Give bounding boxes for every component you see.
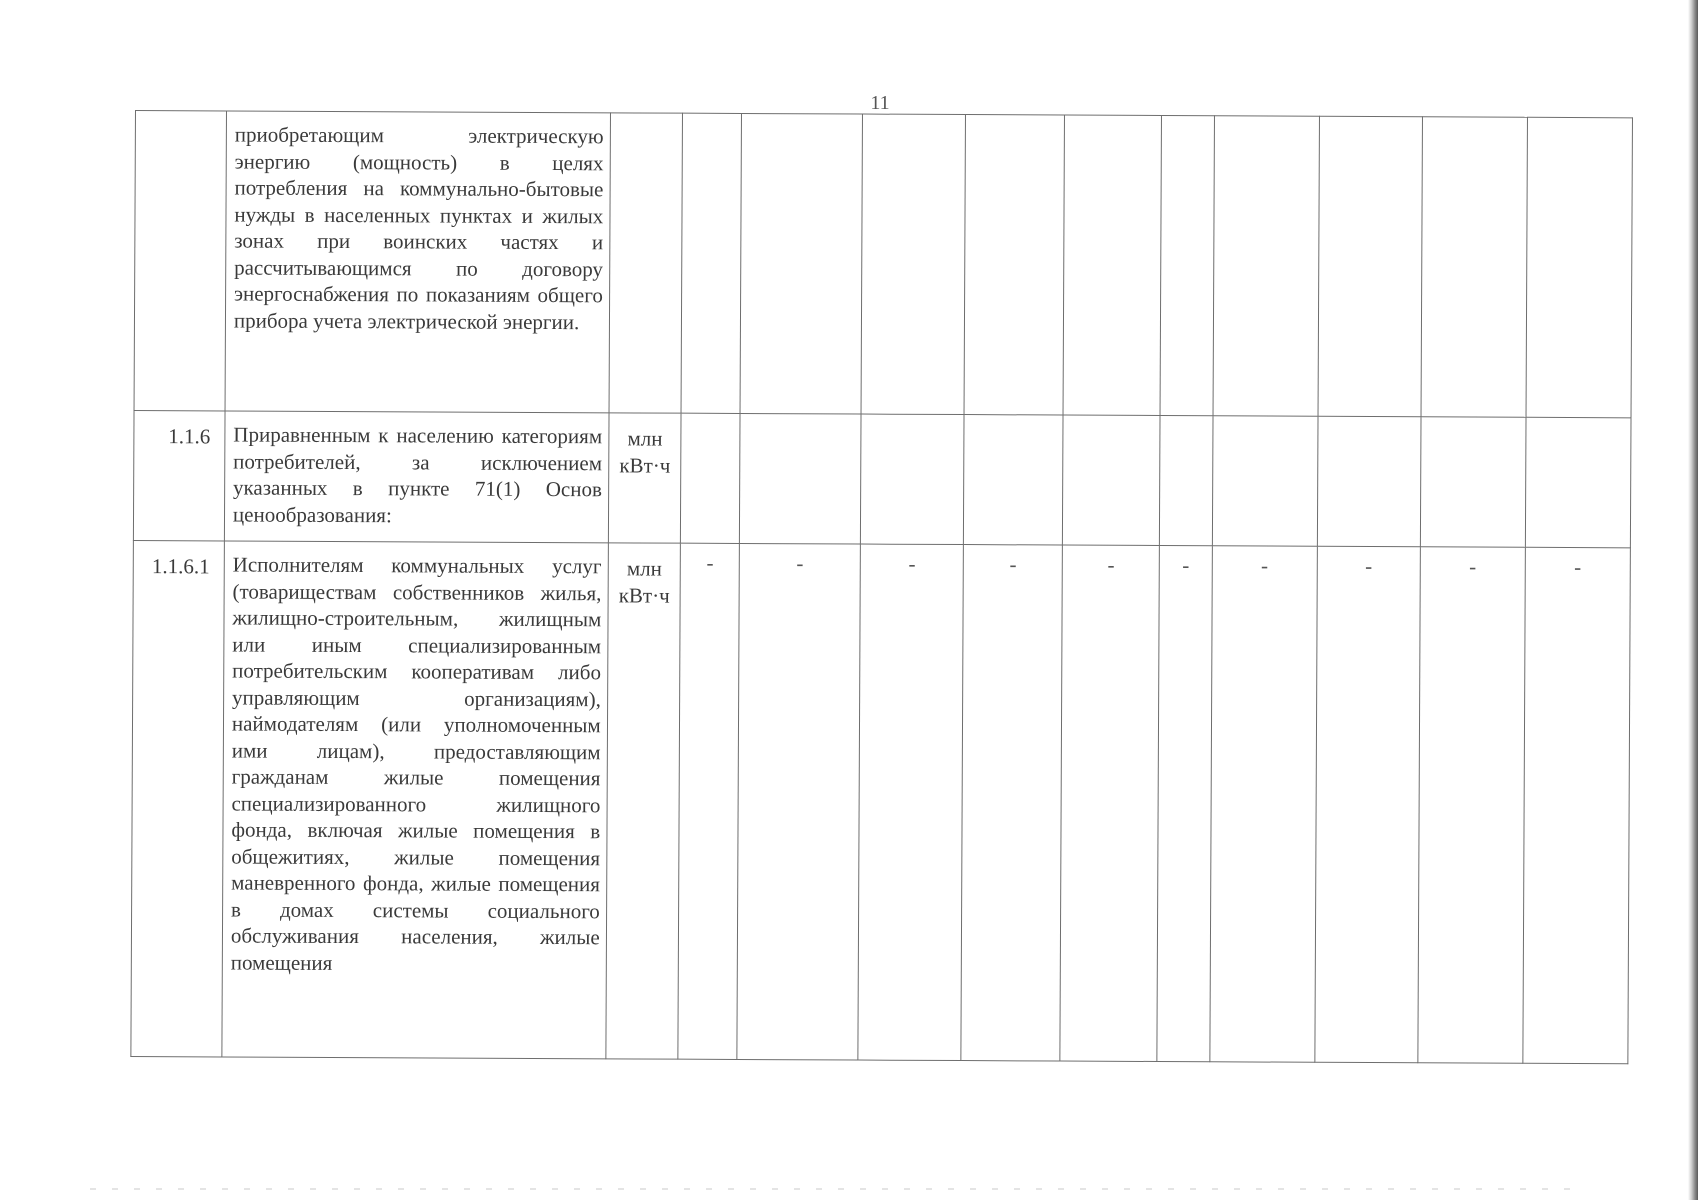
row-number-cell: 1.1.6 xyxy=(133,410,225,540)
data-table xyxy=(130,110,1633,1064)
row-description-cell: Приравненным к населению категориям потребителей, за исключением указанных в пункте 71(1) Основ ценообразования: xyxy=(224,411,608,543)
value-cell xyxy=(1213,116,1320,417)
table-row xyxy=(134,111,1632,418)
value-cell xyxy=(739,413,861,544)
value-cell xyxy=(1526,117,1633,418)
value-cell: - xyxy=(1157,546,1212,1062)
value-cell xyxy=(1318,116,1422,416)
unit-cell: млн кВт·ч xyxy=(606,543,681,1059)
table-row xyxy=(131,540,1631,1063)
scan-edge-shadow xyxy=(1688,0,1698,1200)
row-number-cell xyxy=(134,111,226,411)
value-cell: - xyxy=(1315,546,1421,1062)
value-cell xyxy=(1063,115,1161,415)
value-cell xyxy=(1212,416,1318,547)
page-number: 11 xyxy=(870,92,890,114)
value-cell xyxy=(1063,415,1161,545)
value-cell: - xyxy=(1523,547,1631,1064)
value-cell xyxy=(681,113,741,413)
value-cell xyxy=(1525,417,1631,548)
value-cell xyxy=(1160,116,1214,416)
row-number-cell: 1.1.6.1 xyxy=(131,540,224,1056)
value-cell xyxy=(1421,117,1528,418)
row-description-cell: приобретающим электрическую энергию (мощность) в целях потребления на коммунально-бытовые нужды в населенных пунктах и жилых зонах при воинских частях и рассчитывающимся по договору энергоснабжения по показаниям общего прибора учета электрической энергии. xyxy=(225,111,610,413)
value-cell xyxy=(964,115,1064,415)
value-cell: - xyxy=(1210,546,1318,1063)
value-cell: - xyxy=(961,545,1063,1061)
unit-cell: млн кВт·ч xyxy=(608,413,681,543)
unit-cell xyxy=(609,113,683,413)
value-cell xyxy=(861,414,965,545)
value-cell xyxy=(861,114,965,414)
value-cell xyxy=(1317,416,1421,547)
row-description-cell: Исполнителям коммунальных услуг (товариществам собственников жилья, жилищно-строительным, жилищным или иным специализированным потребительским кооперативам либо управляющим организациям), наймодателям (или уполномоченным ими лицам), предоставляющим гражданам жилые помещения специализированного жилищного фонда, включая жилые помещения в общежитиях, жилые помещения маневренного фонда, жилые помещения в домах системы социального обслуживания населения, жилые помещения xyxy=(222,541,608,1059)
value-cell xyxy=(1160,416,1213,546)
value-cell xyxy=(681,413,740,543)
value-cell xyxy=(964,415,1064,545)
value-cell: - xyxy=(737,543,861,1060)
scan-noise xyxy=(90,1188,1570,1190)
value-cell: - xyxy=(1418,547,1526,1064)
value-cell xyxy=(1420,417,1526,548)
value-cell xyxy=(740,113,863,414)
value-cell: - xyxy=(858,544,964,1060)
table-row xyxy=(133,410,1631,547)
value-cell: - xyxy=(1060,545,1159,1061)
value-cell: - xyxy=(678,543,739,1059)
